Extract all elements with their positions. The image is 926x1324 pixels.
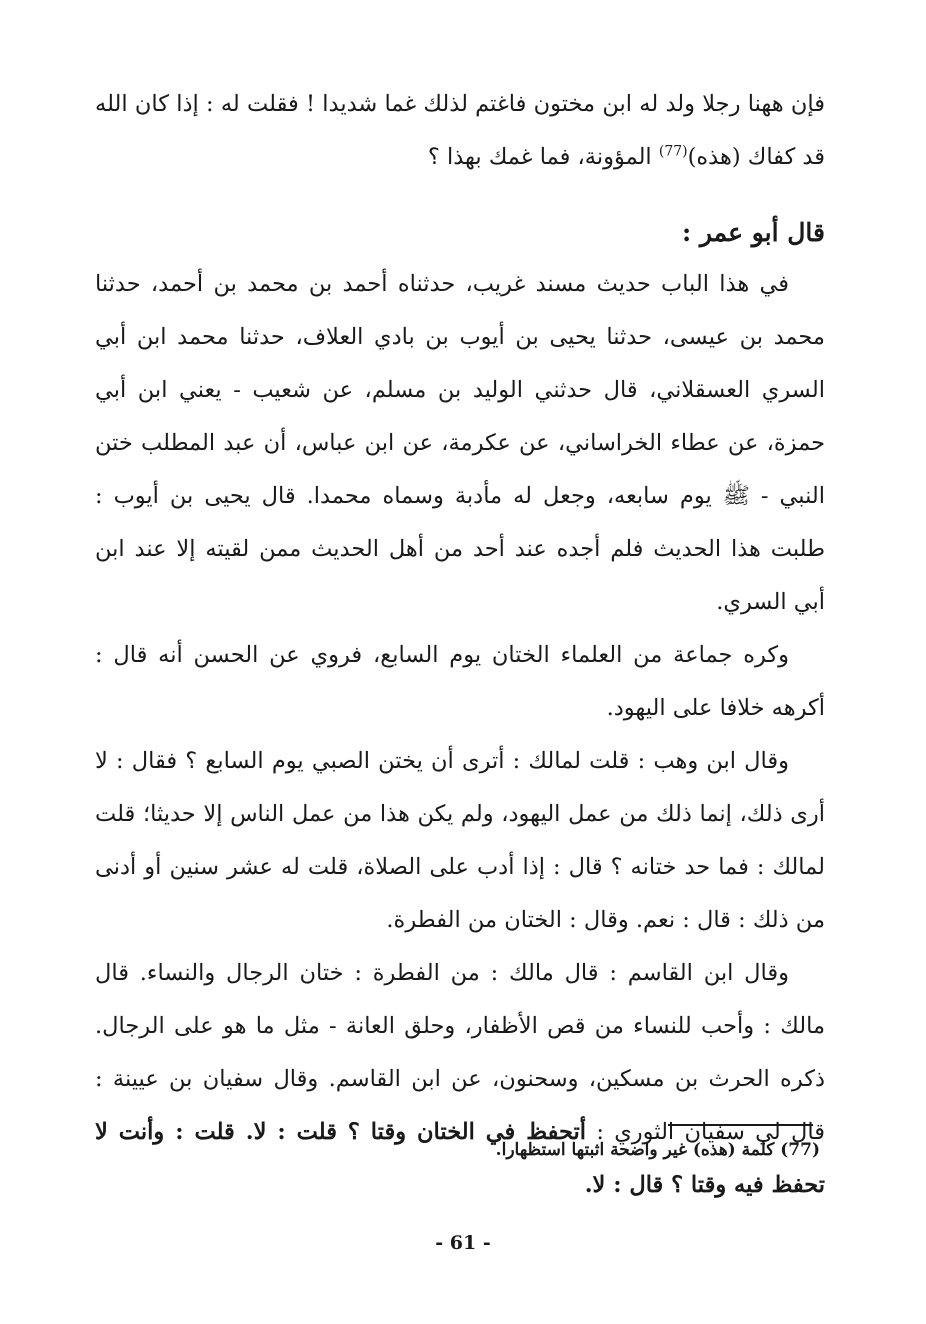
paragraph-5-bold-text: أتحفظ في الختان وقتا ؟ قلت : لا. قلت : وأنت لا تحفظ فيه وقتا ؟ قال : لا.: [95, 1119, 825, 1198]
paragraph-1-tail: المؤونة، فما غمك بهذا ؟: [427, 144, 659, 170]
paragraph-3: وكره جماعة من العلماء الختان يوم السابع، فروي عن الحسن أنه قال : أكرهه خلافا على اليهود.: [95, 642, 825, 721]
paragraph-5-text: وقال ابن القاسم : قال مالك : من الفطرة : ختان الرجال والنساء. قال مالك : وأحب للنساء من قص الأظفار، وحلق العانة - مثل ما هو على الرجال. ذكره الحرث بن مسكين، وسحنون، عن ابن القاسم. وقال سفيان بن عيينة : قال لي سفيان الثوري :: [95, 960, 825, 1145]
footnote-reference[interactable]: (77): [658, 143, 688, 160]
footnote-text: كلمة (هذه) غير واضحة اثبتها استظهارا.: [495, 1140, 775, 1160]
section-heading: قال أبو عمر :: [681, 218, 825, 247]
page-number: - 61 -: [435, 1232, 491, 1254]
paragraph-1-text: فإن ههنا رجلا ولد له ابن مختون فاغتم لذلك غما شديدا ! فقلت له : إذا كان الله قد كفاك (هذه): [95, 91, 825, 170]
paragraph-1: [95, 78, 825, 184]
paragraph-4: وقال ابن وهب : قلت لمالك : أترى أن يختن الصبي يوم السابع ؟ فقال : لا أرى ذلك، إنما ذلك من عمل اليهود، ولم يكن هذا من عمل الناس إلا حديثا؛ قلت لمالك : فما حد ختانه ؟ قال : إذا أدب على الصلاة، قلت له عشر سنين أو أدنى من ذلك : قال : نعم. وقال : الختان من الفطرة.: [95, 748, 825, 933]
paragraph-5: [95, 947, 825, 1212]
footnote-divider: [668, 1124, 813, 1126]
footnote: [380, 1135, 820, 1165]
page-body: [95, 78, 825, 1212]
paragraph-2: في هذا الباب حديث مسند غريب، حدثناه أحمد بن محمد بن أحمد، حدثنا محمد بن عيسى، حدثنا يحيى بن أيوب بن بادي العلاف، حدثنا محمد ابن أبي السري العسقلاني، قال حدثني الوليد بن مسلم، عن شعيب - يعني ابن أبي حمزة، عن عطاء الخراساني، عن عكرمة، عن ابن عباس، أن عبد المطلب ختن النبي - ﷺ يوم سابعه، وجعل له مأدبة وسماه محمدا. قال يحيى بن أيوب : طلبت هذا الحديث فلم أجده عند أحد من أهل الحديث ممن لقيته إلا عند ابن أبي السري.: [95, 271, 825, 615]
footnote-number: (77): [780, 1140, 820, 1160]
